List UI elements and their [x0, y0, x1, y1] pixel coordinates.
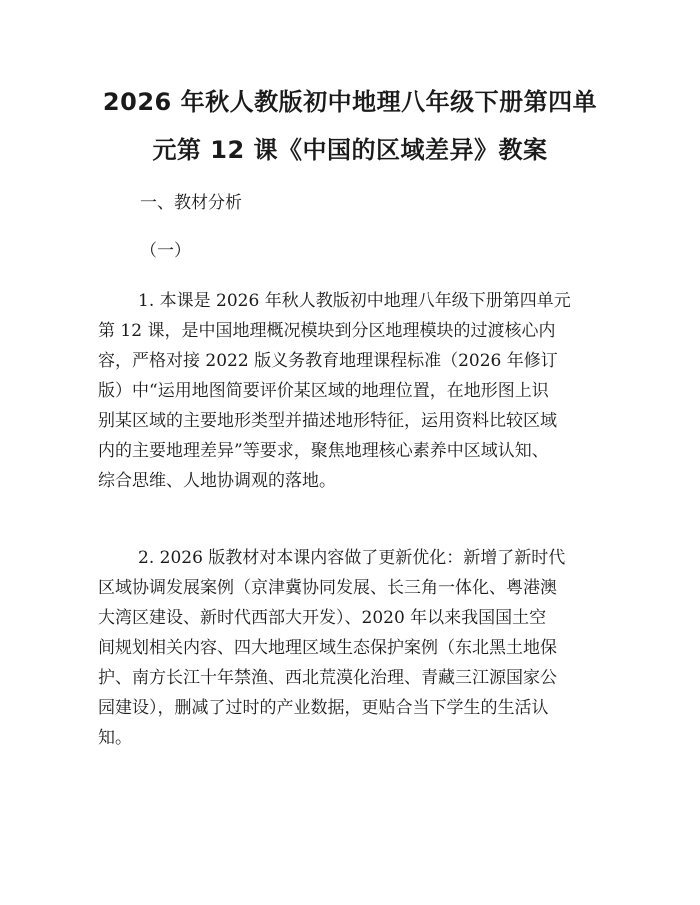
paragraph-line: 综合思维、人地协调观的落地。 — [98, 471, 336, 491]
section-heading: 一、教材分析 — [140, 193, 242, 213]
title-line-2: 元第 12 课《中国的区域差异》教案 — [152, 136, 548, 164]
paragraph-line: 版）中“运用地图简要评价某区域的地理位置，在地形图上识 — [98, 381, 549, 401]
paragraph-line: 护、南方长江十年禁渔、西北荒漠化治理、青藏三江源国家公 — [98, 668, 557, 688]
paragraph-2 — [98, 543, 618, 753]
paragraph-line: 1. 本课是 2026 年秋人教版初中地理八年级下册第四单元 — [138, 291, 571, 311]
paragraph-line: 区域协调发展案例（京津冀协同发展、长三角一体化、粤港澳 — [98, 578, 557, 598]
paragraph-line: 内的主要地理差异”等要求，聚焦地理核心素养中区域认知、 — [98, 441, 549, 461]
paragraph-line: 容，严格对接 2022 版义务教育地理课程标准（2026 年修订 — [98, 351, 558, 371]
document-title — [60, 78, 640, 174]
paragraph-1 — [98, 286, 618, 496]
paragraph-line: 园建设），删减了过时的产业数据，更贴合当下学生的生活认 — [98, 698, 549, 718]
paragraph-line: 间规划相关内容、四大地理区域生态保护案例（东北黑土地保 — [98, 638, 557, 658]
paragraph-line: 大湾区建设、新时代西部大开发）、2020 年以来我国国土空 — [98, 608, 547, 628]
paragraph-line: 知。 — [98, 728, 132, 748]
paragraph-line: 别某区域的主要地形类型并描述地形特征，运用资料比较区域 — [98, 411, 557, 431]
subsection-heading: （一） — [140, 241, 191, 261]
title-line-1: 2026 年秋人教版初中地理八年级下册第四单 — [102, 88, 598, 116]
paragraph-line: 2. 2026 版教材对本课内容做了更新优化：新增了新时代 — [138, 548, 566, 568]
paragraph-line: 第 12 课，是中国地理概况模块到分区地理模块的过渡核心内 — [98, 321, 556, 341]
